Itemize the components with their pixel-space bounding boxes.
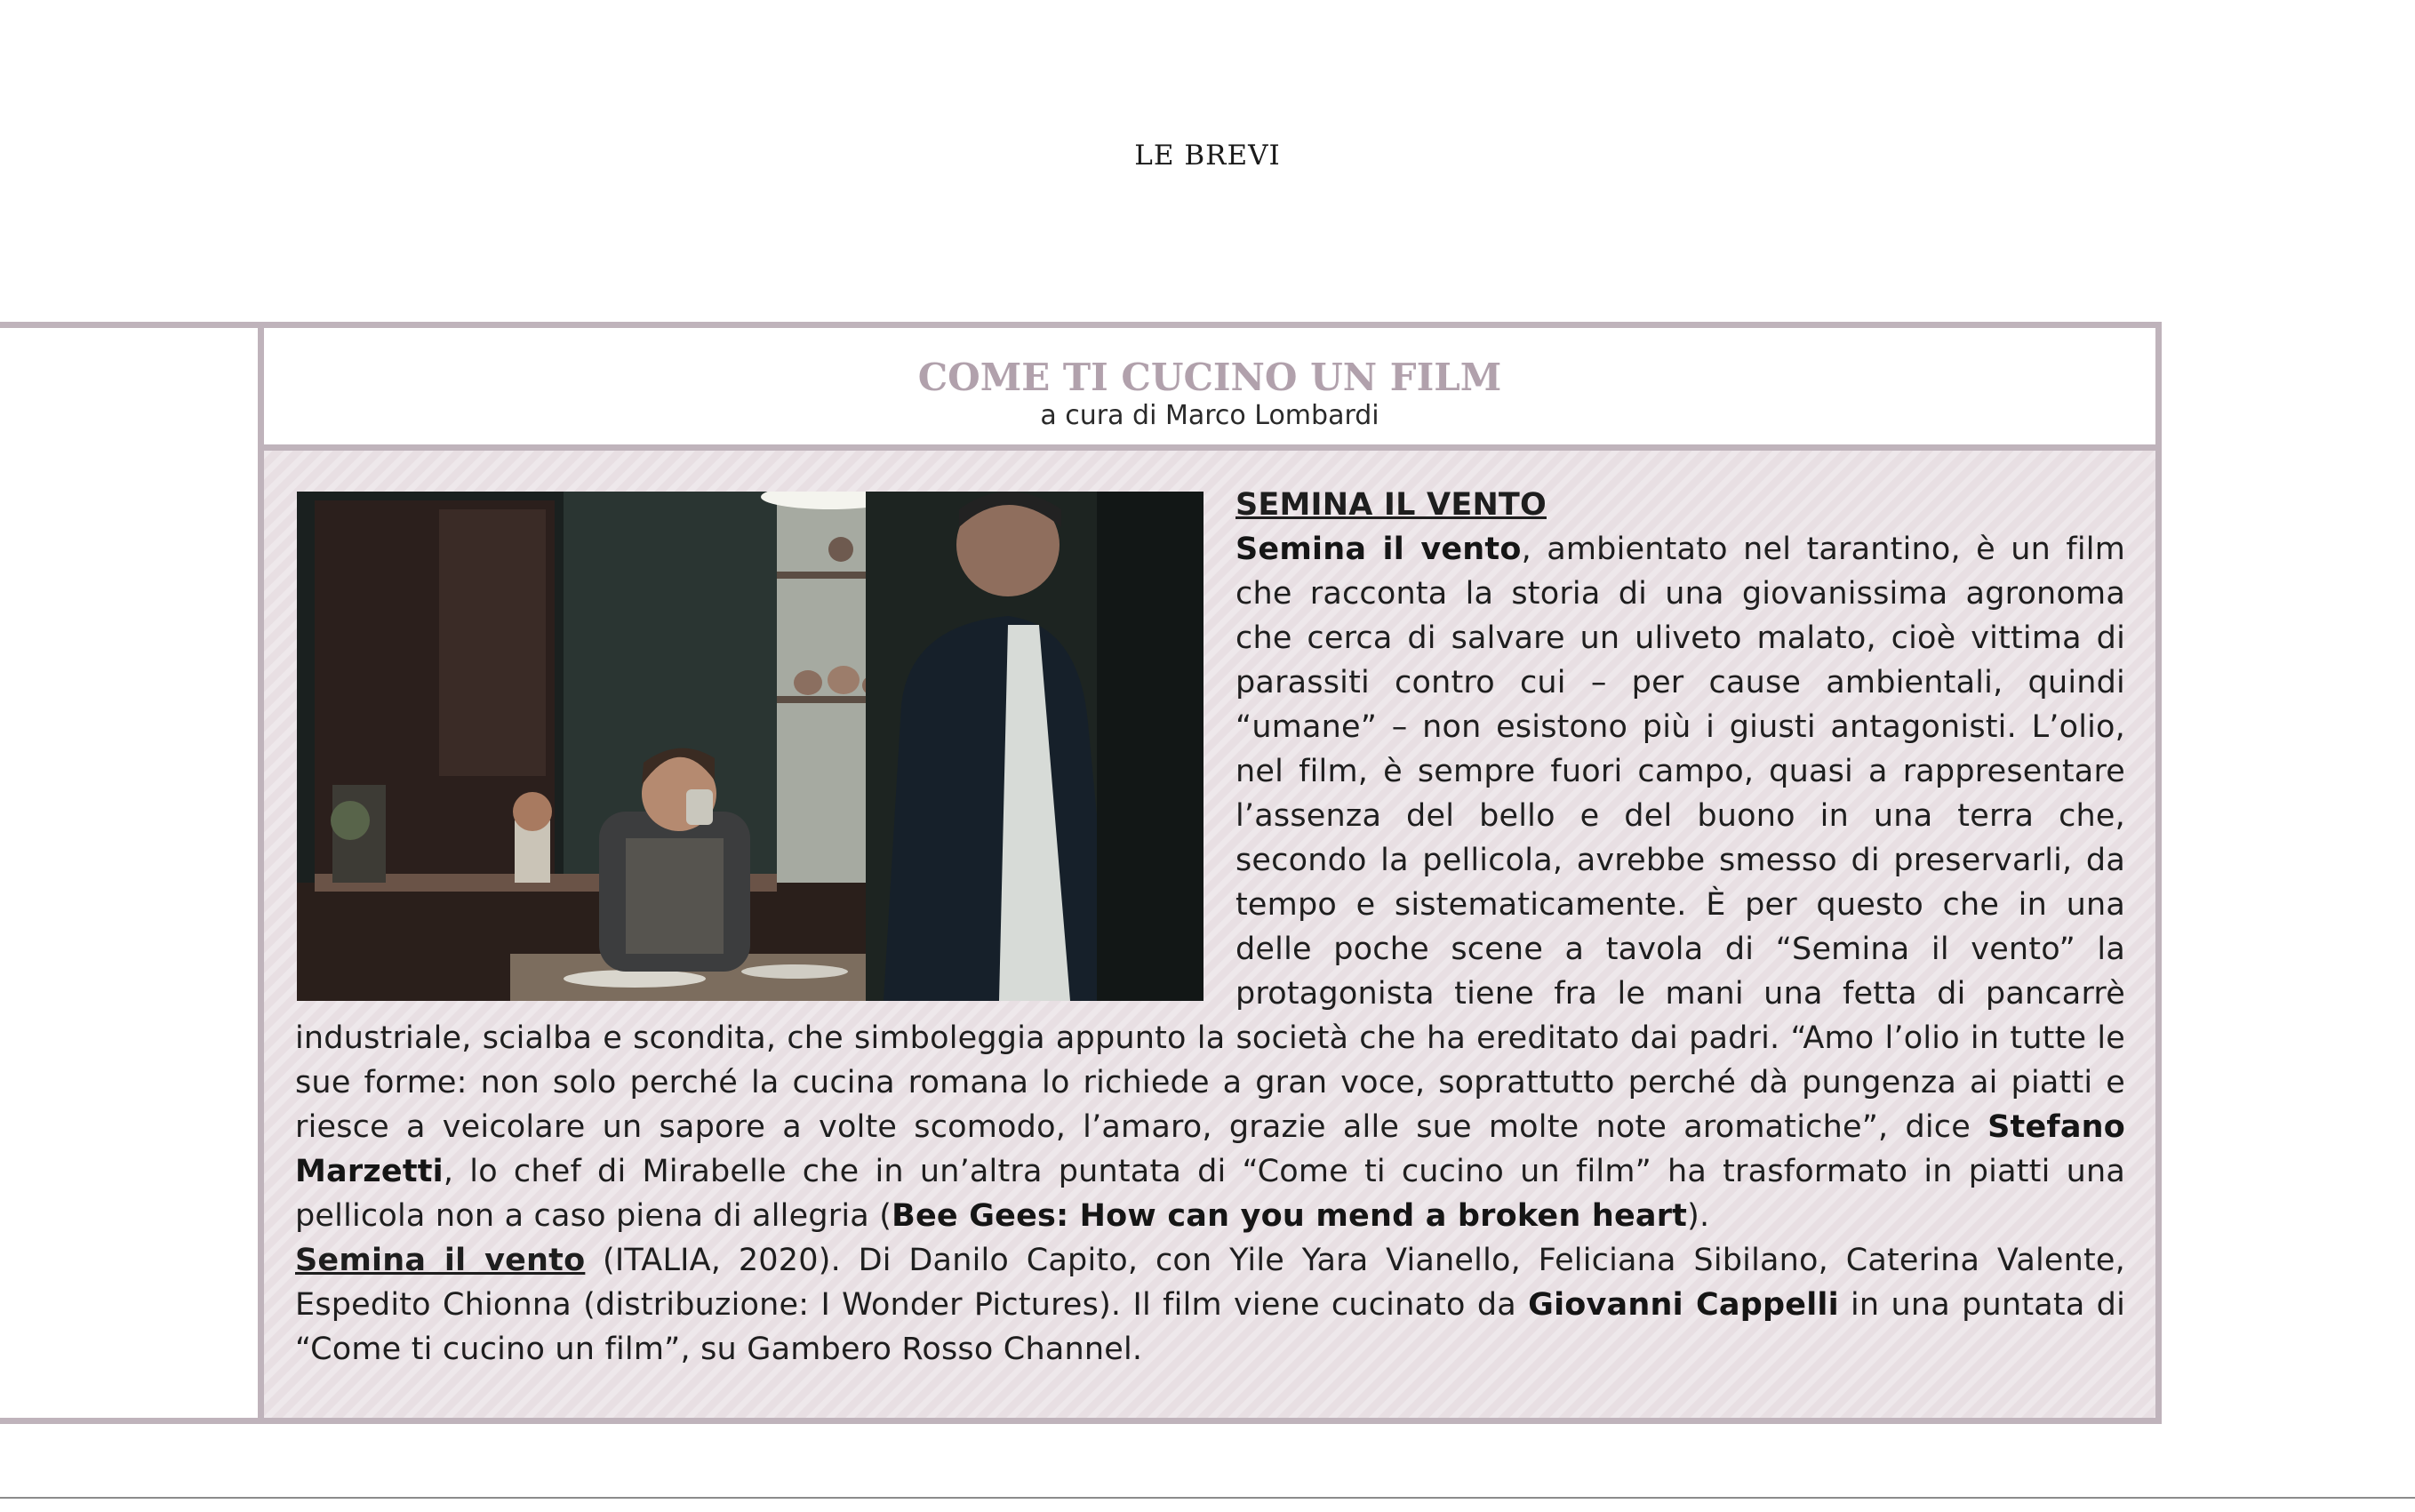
film-still-photo: [297, 492, 1204, 1001]
film-scene-illustration: [297, 492, 1204, 1001]
credits-text: (ITALIA, 2020). Di Danilo Capito, con Yile Yara Vianello, Feliciana Sibilano, Caterina Valente, Espedito Chionna (distribuzione: I Wonder Pictures). Il film viene cucinato da: [295, 1243, 2125, 1323]
chef-name-bold: Stefano Marzetti: [295, 1109, 2125, 1189]
column-box: [258, 322, 2162, 1424]
other-film-title-bold: Bee Gees: How can you mend a broken heart: [892, 1198, 1688, 1234]
film-credits: [295, 1238, 2125, 1372]
article-paragraph-text: , ambientato nel tarantino, è un film che racconta la storia di una giovanissima agronoma che cerca di salvare un uliveto malato, cioè vittima di parassiti contro cui – per cause ambientali, quindi “umane” – non esistono più i giusti antagonisti. L’olio, nel film, è sempre fuori campo, quasi a rappresentare l’assenza del bello e del buono in una terra che, secondo la pellicola, avrebbe smesso di preservarli, da tempo e sistematicamente. È per questo che in una delle poche scene a tavola di “Semina il vento” la protagonista tiene fra le mani una fetta di pancarrè industriale, scialba e scondita, che simboleggia appunto la società che ha ereditato dai padri. “Amo l’olio in tutte le sue forme: non solo perché la cucina romana lo richiede a gran voce, soprattutto perché dà pungenza ai piatti e riesce a veicolare un sapore a volte scomodo, l’amaro, grazie alle sue molte note aromatiche”, dice: [295, 532, 2125, 1145]
article-heading: SEMINA IL VENTO: [1235, 487, 1547, 523]
article-paragraph-end: ).: [1687, 1198, 1710, 1234]
left-decorative-band: [0, 322, 263, 1424]
column-author: a cura di Marco Lombardi: [1040, 400, 1379, 431]
column-body: [264, 451, 2155, 1418]
section-label: LE BREVI: [1134, 140, 1281, 172]
column-title: COME TI CUCINO UN FILM: [917, 356, 1502, 399]
credits-film-title: Semina il vento: [295, 1243, 586, 1278]
credits-end: in una puntata di “Come ti cucino un film”, su Gambero Rosso Channel.: [295, 1287, 2126, 1367]
film-title-bold: Semina il vento: [1235, 532, 1522, 567]
cook-name-bold: Giovanni Cappelli: [1528, 1287, 1839, 1323]
footer-rule: [0, 1497, 2415, 1499]
article-paragraph-text-2: , lo chef di Mirabelle che in un’altra puntata di “Come ti cucino un film” ha trasformato in piatti una pellicola non a caso piena di allegria (: [295, 1154, 2125, 1234]
column-header: [264, 328, 2155, 451]
